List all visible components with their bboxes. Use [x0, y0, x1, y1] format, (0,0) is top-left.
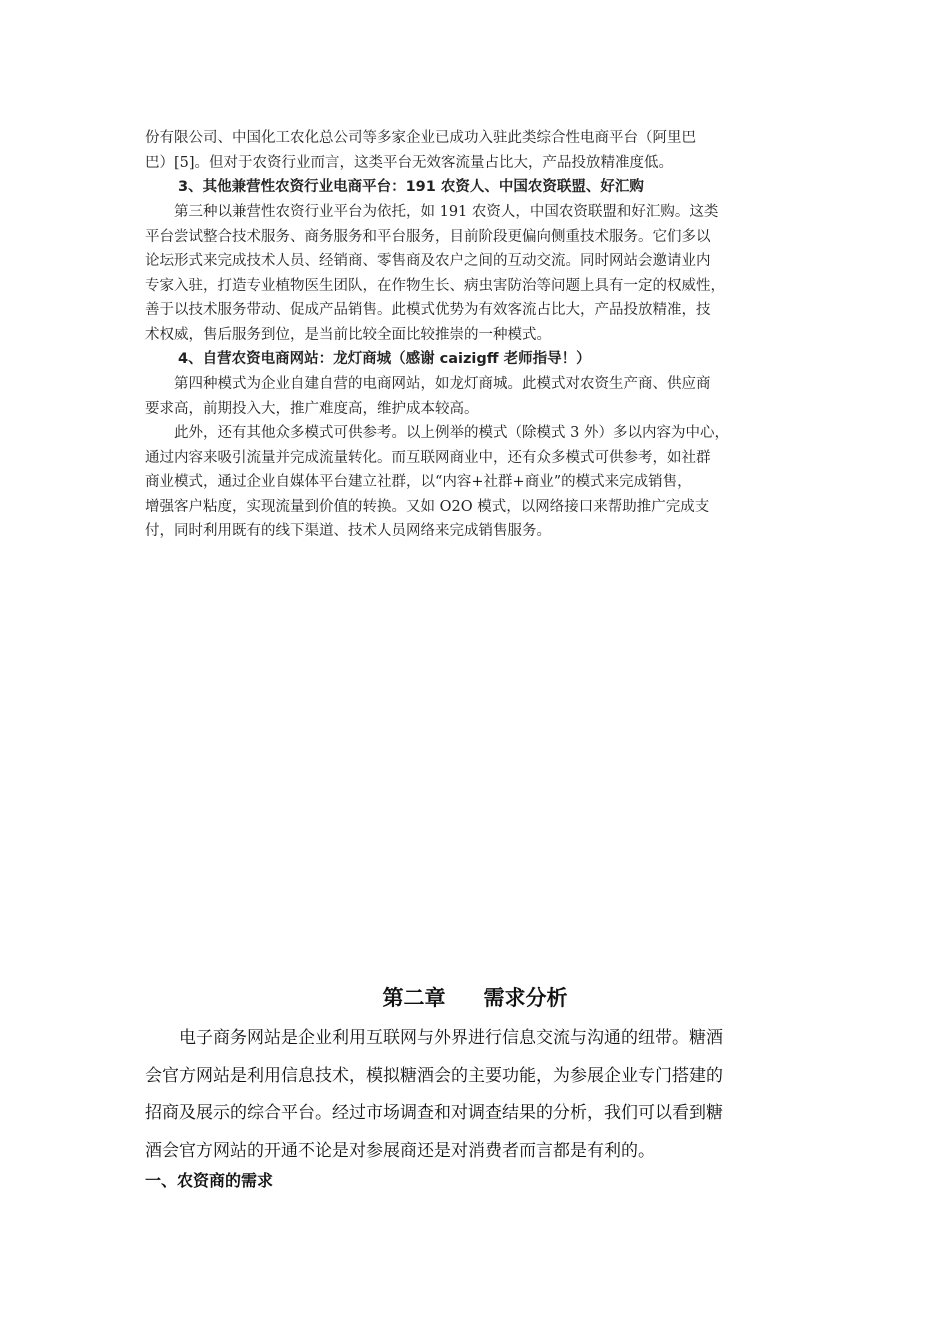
- text-line: 商业模式，通过企业自媒体平台建立社群，以“内容+社群+商业”的模式来完成销售，: [145, 474, 692, 490]
- heading-model-3: 3、其他兼营性农资行业电商平台：191 农资人、中国农资联盟、好汇购: [178, 179, 644, 195]
- text-line: 善于以技术服务带动、促成产品销售。此模式优势为有效客流占比大，产品投放精准，技: [145, 302, 711, 318]
- text-line: 此外，还有其他众多模式可供参考。以上例举的模式（除模式 3 外）多以内容为中心，: [145, 425, 729, 441]
- text-line: 术权威，售后服务到位，是当前比较全面比较推崇的一种模式。: [145, 326, 551, 343]
- paragraph-platform-summary: [145, 126, 807, 175]
- paragraph-model-4: [145, 372, 807, 421]
- section-heading: 一、农资商的需求: [145, 1171, 274, 1190]
- paragraph-model-3: [145, 200, 807, 347]
- chapter-number: 第二章: [382, 986, 446, 1010]
- text-line: 要求高，前期投入大，推广难度高，维护成本较高。: [145, 400, 479, 417]
- text-line: 通过内容来吸引流量并完成流量转化。而互联网商业中，还有众多模式可供参考，如社群: [145, 449, 711, 466]
- text-line: 专家入驻，打造专业植物医生团队，在作物生长、病虫害防治等问题上具有一定的权威性，: [145, 277, 725, 294]
- text-line: 酒会官方网站的开通不论是对参展商还是对消费者而言都是有利的。: [145, 1140, 655, 1161]
- text-line: 电子商务网站是企业利用互联网与外界进行信息交流与沟通的纽带。糖酒: [145, 1028, 723, 1048]
- heading-model-4: 4、自营农资电商网站：龙灯商城（感谢 caizigff 老师指导！）: [178, 351, 591, 367]
- text-line: 份有限公司、中国化工农化总公司等多家企业已成功入驻此类综合性电商平台（阿里巴: [145, 130, 696, 146]
- text-line: 付，同时利用既有的线下渠道、技术人员网络来完成销售服务。: [145, 523, 551, 539]
- chapter-heading: [0, 983, 950, 1013]
- paragraph-other-models: [145, 421, 807, 544]
- text-line: 会官方网站是利用信息技术，模拟糖酒会的主要功能，为参展企业专门搭建的: [145, 1065, 723, 1086]
- text-line: 第四种模式为企业自建自营的电商网站，如龙灯商城。此模式对农资生产商、供应商: [145, 376, 711, 392]
- text-line: 招商及展示的综合平台。经过市场调查和对调查结果的分析，我们可以看到糖: [145, 1103, 723, 1123]
- text-line: 第三种以兼营性农资行业平台为依托，如 191 农资人，中国农资联盟和好汇购。这类: [145, 204, 719, 220]
- chapter-title: 需求分析: [483, 986, 568, 1010]
- text-line: 增强客户粘度，实现流量到价值的转换。又如 O2O 模式，以网络接口来帮助推广完成支: [145, 498, 710, 515]
- text-line: 巴）[5]。但对于农资行业而言，这类平台无效客流量占比大，产品投放精准度低。: [145, 154, 674, 171]
- paragraph-chapter-intro: [145, 1020, 810, 1170]
- text-line: 平台尝试整合技术服务、商务服务和平台服务，目前阶段更偏向侧重技术服务。它们多以: [145, 228, 711, 245]
- text-line: 论坛形式来完成技术人员、经销商、零售商及农户之间的互动交流。同时网站会邀请业内: [145, 253, 711, 269]
